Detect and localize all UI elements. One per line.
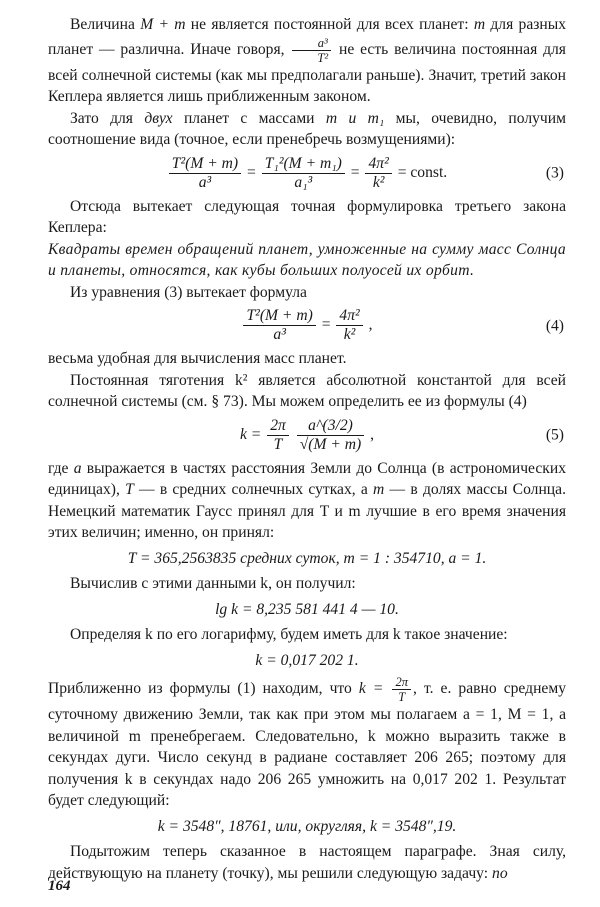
fraction xyxy=(267,417,289,454)
gauss-values: T = 365,2563835 средних суток, m = 1 : 354710, a = 1. xyxy=(127,549,487,567)
math-inline: m и m₁ xyxy=(325,109,385,127)
fraction-denominator: a₁³ xyxy=(294,173,313,191)
equation-number: (5) xyxy=(545,426,564,444)
text: не есть величина постоянная для всей солнечной системы (как мы предполагали раньше). Значит, третий закон Кеплера является лишь приближенным законом. xyxy=(48,40,566,105)
paragraph-8: Вычислив с этими данными k, он получил: xyxy=(70,575,356,592)
paragraph-9: Определяя k по его логарифму, будем иметь для k такое значение: xyxy=(70,626,508,643)
equation-tail: = const. xyxy=(397,163,448,181)
fraction xyxy=(243,307,315,344)
fraction-denominator: k² xyxy=(372,173,385,191)
fraction-numerator: 4π² xyxy=(336,307,362,326)
paragraph-10 xyxy=(48,675,566,812)
text: — в долях массы Солнца. Немецкий математик Гаусс принял для T и m лучшие в его время значения этих величин; именно, он принял: xyxy=(48,481,566,541)
math-inline: m xyxy=(373,481,385,498)
fraction-numerator: 2π xyxy=(392,675,411,690)
equation-lhs: k = xyxy=(239,425,262,443)
fraction-numerator: T²(M + m) xyxy=(169,155,241,174)
text: не является постоянной для всех планет: xyxy=(190,16,469,33)
text: мы, очевидно, получим соотношение вида (точное, если пренебречь возмущениями): xyxy=(48,109,566,148)
equals-sign: = xyxy=(247,163,256,181)
paragraph-5: весьма удобная для вычисления масс планет. xyxy=(48,350,347,367)
paragraph-11 xyxy=(48,841,566,884)
text: где xyxy=(48,459,69,477)
paragraph-3: Отсюда вытекает следующая точная формулировка третьего закона Кеплера: xyxy=(48,197,566,236)
paragraph-1 xyxy=(48,14,566,108)
fraction-numerator: 4π² xyxy=(365,155,391,174)
fraction xyxy=(336,307,362,344)
paragraph-4: Из уравнения (3) вытекает формула xyxy=(70,283,307,301)
math-inline: k = xyxy=(358,680,384,698)
kepler-law-statement: Квадраты времен обращений планет, умноженные на сумму масс Солнца и планеты, относятся, как кубы больших полуосей их орбит. xyxy=(48,240,566,279)
fraction-numerator: T₁²(M + m₁) xyxy=(262,155,345,174)
k-value-equation: k = 0,017 202 1. xyxy=(255,651,359,669)
fraction-denominator: T xyxy=(273,435,283,453)
equation-tail: , xyxy=(370,425,375,443)
fraction-denominator: k² xyxy=(343,326,356,343)
fraction-denominator: a³ xyxy=(273,326,286,343)
fraction-denominator: T² xyxy=(317,50,329,65)
inline-fraction xyxy=(292,36,331,65)
emphasis: двух xyxy=(144,109,173,127)
fraction xyxy=(169,155,241,192)
math-inline: M + m xyxy=(140,16,186,33)
log-k-equation: lg k = 8,235 581 441 4 — 10. xyxy=(215,600,399,618)
paragraph-7 xyxy=(48,458,566,544)
text: планет с массами xyxy=(183,109,315,127)
k-arcsec-equation: k = 3548″, 18761, или, округляя, k = 3548″,19. xyxy=(157,817,457,835)
paragraph-2 xyxy=(48,108,566,151)
fraction xyxy=(297,417,365,454)
text: — в средних солнечных сутках, а xyxy=(139,481,368,498)
equals-sign: = xyxy=(321,316,331,334)
fraction-denominator: T xyxy=(398,690,406,704)
math-inline: m xyxy=(473,16,486,33)
equation-tail: , xyxy=(368,316,373,334)
equation-4 xyxy=(48,307,566,344)
fraction xyxy=(262,155,345,192)
paragraph-6: Постоянная тяготения k² является абсолютной константой для всей солнечной системы (см. § 73). Мы можем определить ее из формулы (4) xyxy=(48,371,566,410)
equation-number: (4) xyxy=(545,316,564,334)
math-inline: T xyxy=(125,481,134,498)
text: Зато для xyxy=(70,109,133,127)
fraction-numerator: T²(M + m) xyxy=(243,307,315,326)
fraction-denominator: √(M + m) xyxy=(299,435,362,453)
fraction xyxy=(365,155,391,192)
equation-5 xyxy=(48,417,566,454)
fraction-numerator: a³ xyxy=(292,36,331,51)
equation-3 xyxy=(48,155,566,192)
page-number: 164 xyxy=(48,878,71,894)
fraction-denominator: a³ xyxy=(198,173,212,191)
text: Приближенно из формулы (1) находим, что xyxy=(48,680,352,698)
text: Подытожим теперь сказанное в настоящем параграфе. Зная силу, действующую на планету (точку), мы решили следующую задачу: xyxy=(48,843,566,882)
math-inline: a xyxy=(73,459,82,477)
page-body xyxy=(48,14,566,884)
inline-fraction xyxy=(392,675,411,704)
fraction-numerator: 2π xyxy=(267,417,289,436)
emphasis: по xyxy=(492,864,508,882)
text: выражается в частях расстояния Земли до Солнца (в астрономических единицах), xyxy=(48,459,567,498)
text: , т. е. равно среднему суточному движению Земли, так как при этом мы полагаем a = 1, M = 1, а величиной m пренебрегаем. Следовательно, k можно выразить также в секундах дуги. Число секунд в радиане составляет 206 265; поэтому для получения k в секундах надо 206 265 умножить на 0,017 202 1. Результат будет следующий: xyxy=(48,680,567,809)
equation-number: (3) xyxy=(545,164,564,182)
text: Величина xyxy=(70,16,135,33)
equals-sign: = xyxy=(350,163,360,181)
text: для разных планет — различна. Иначе говоря, xyxy=(48,16,567,58)
fraction-numerator: a^(3/2) xyxy=(297,417,365,436)
